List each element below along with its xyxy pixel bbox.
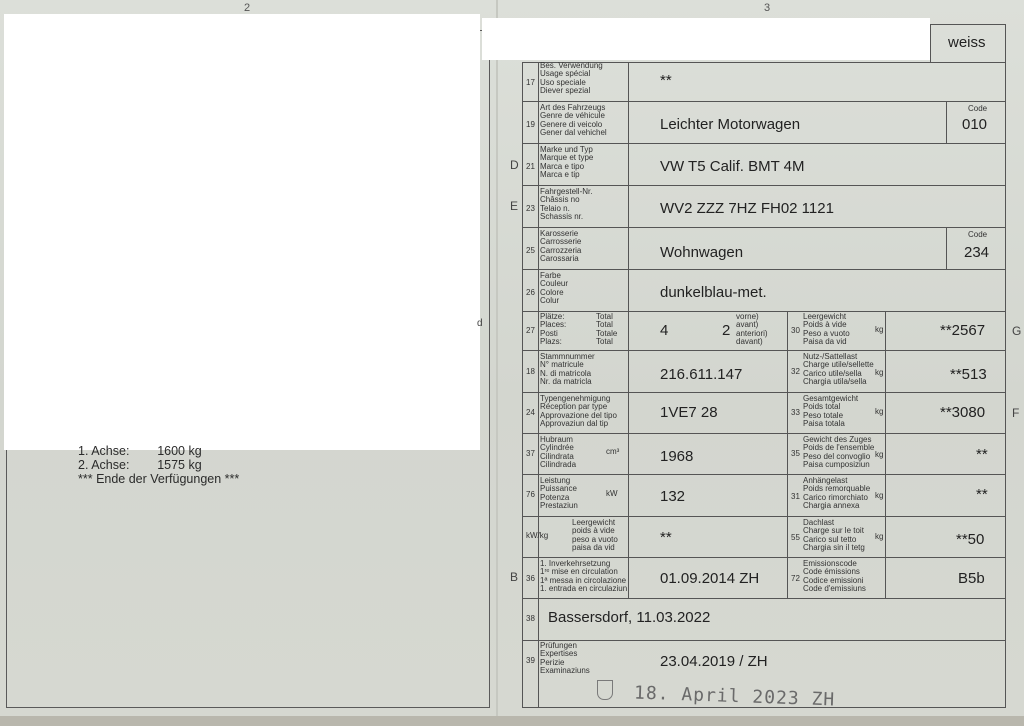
field-number: 38	[526, 614, 535, 623]
field-number: 39	[526, 656, 535, 665]
color-header: weiss	[948, 34, 986, 51]
unit-kg: kg	[875, 407, 884, 416]
side-letter-e: E	[510, 199, 519, 213]
total-weight-value: **3080	[940, 404, 986, 421]
field-23-label: Fahrgestell-Nr. Châssis no Telaio n. Schassis nr.	[540, 187, 593, 222]
field-78-label: Leergewicht poids à vide peso a vuoto paisa da vid	[572, 518, 618, 553]
field-number: 35	[791, 449, 800, 458]
unit-kg: kg	[875, 325, 884, 334]
seats-total-value: 4	[660, 322, 669, 339]
field-17-label: Bes. Verwendung Usage spécial Uso speciale Diever spezial	[540, 61, 603, 96]
place-date-value: Bassersdorf, 11.03.2022	[548, 609, 711, 626]
field-32-label: Nutz-/Sattellast Charge utile/sellette Carico utile/sella Chargia utila/sella	[803, 352, 874, 387]
field-25-label: Karosserie Carrosserie Carrozzeria Carossaria	[540, 229, 582, 264]
vehicle-type-value: Leichter Motorwagen	[660, 116, 801, 133]
side-letter-g: G	[1012, 324, 1022, 338]
side-letter-b: B	[510, 570, 519, 584]
payload-value: **513	[950, 366, 987, 383]
unit-kg: kg	[875, 491, 884, 500]
color-value: dunkelblau-met.	[660, 284, 767, 301]
inspection-stamp: 18. April 2023 ZH	[633, 682, 836, 711]
table-surface	[0, 716, 1024, 726]
field-number: 23	[526, 204, 535, 213]
train-weight-value: **	[976, 446, 988, 463]
inspection-value: 23.04.2019 / ZH	[660, 653, 768, 670]
roof-load-value: **50	[956, 531, 985, 548]
field-number: 36	[526, 574, 535, 583]
field-31-label: Anhängelast Poids remorquable Carico rimorchiato Chargia annexa	[803, 476, 871, 511]
unit-kw: kW	[606, 489, 618, 498]
field-27-front-label: vorne) avant) anteriori) davant)	[736, 312, 768, 347]
canton-crest-icon	[597, 680, 613, 700]
field-27-total-label: Total Total Totale Total	[596, 312, 618, 347]
field-39-label: Prüfungen Expertises Perizie Examinaziuns	[540, 641, 590, 676]
field-21-label: Marke und Typ Marque et type Marca e tipo Marca e tip	[540, 145, 594, 180]
redaction-block-right	[482, 18, 930, 60]
field-number: 18	[526, 367, 535, 376]
field-17-value: **	[660, 72, 672, 89]
field-number: 24	[526, 408, 535, 417]
field-27-label: Plätze: Places: Posti Plazs:	[540, 312, 567, 347]
unit-cm3: cm³	[606, 447, 620, 456]
axle-1-note: 1. Achse: 1600 kg	[78, 444, 202, 458]
chassis-number-value: WV2 ZZZ 7HZ FH02 1121	[660, 200, 834, 217]
redaction-block-left	[4, 14, 480, 450]
axle-2-note: 2. Achse: 1575 kg	[78, 458, 202, 472]
field-35-label: Gewicht des Zuges Poids de l'ensemble Peso del convoglio Paisa cumposiziun	[803, 435, 875, 470]
type-approval-value: 1VE7 28	[660, 404, 718, 421]
page-number-left: 2	[244, 2, 251, 14]
field-72-label: Emissionscode Code émissions Codice emissioni Code d'emissiuns	[803, 559, 866, 594]
power-value: 132	[660, 488, 686, 505]
side-letter-d: D	[510, 158, 519, 172]
left-side-letter: d	[477, 318, 483, 329]
field-number: 72	[791, 574, 800, 583]
field-76-label: Leistung Puissance Potenza Prestaziun	[540, 476, 578, 511]
unit-kg: kg	[875, 450, 884, 459]
field-number: 25	[526, 246, 535, 255]
field-26-label: Farbe Couleur Colore Colur	[540, 271, 569, 306]
field-78-unit: kW/kg	[526, 531, 549, 540]
field-30-label: Leergewicht Poids à vide Peso a vuoto Paisa da vid	[803, 312, 850, 347]
field-number: 31	[791, 492, 800, 501]
trailer-load-value: **	[976, 486, 988, 503]
master-number-value: 216.611.147	[660, 366, 743, 383]
body-type-value: Wohnwagen	[660, 244, 744, 261]
displacement-value: 1968	[660, 448, 694, 465]
code-label: Code	[968, 230, 988, 239]
field-19-label: Art des Fahrzeugs Genre de véhicule Genere di veicolo Gener dal vehichel	[540, 103, 607, 138]
page-fold	[496, 0, 498, 716]
field-24-label: Typengenehmigung Réception par type Approvazione del tipo Approvaziun dal tip	[540, 394, 617, 429]
make-model-value: VW T5 Calif. BMT 4M	[660, 158, 805, 175]
emission-code-value: B5b	[958, 570, 985, 587]
field-number: 27	[526, 326, 535, 335]
field-number: 30	[791, 326, 800, 335]
field-number: 37	[526, 449, 535, 458]
field-number: 17	[526, 78, 535, 87]
seats-front-value: 2	[722, 322, 731, 339]
field-number: 19	[526, 120, 535, 129]
power-to-weight-value: **	[660, 529, 672, 546]
vehicle-type-code: 010	[962, 116, 988, 133]
field-36-label: 1. Inverkehrsetzung 1ʳᵉ mise en circulation 1ª messa in circolazione 1. entrada en circulaziun	[540, 559, 628, 594]
side-letter-f: F	[1012, 406, 1020, 420]
field-number: 26	[526, 288, 535, 297]
field-number: 55	[791, 533, 800, 542]
field-number: 76	[526, 490, 535, 499]
page-number-right: 3	[764, 2, 771, 14]
field-55-label: Dachlast Charge sur le toit Carico sul tetto Chargia sin il tetg	[803, 518, 865, 553]
field-33-label: Gesamtgewicht Poids total Peso totale Paisa totala	[803, 394, 859, 429]
empty-weight-value: **2567	[940, 322, 986, 339]
field-number: 32	[791, 367, 800, 376]
first-registration-value: 01.09.2014 ZH	[660, 570, 760, 587]
field-number: 33	[791, 408, 800, 417]
end-of-provisions-note: *** Ende der Verfügungen ***	[78, 472, 240, 486]
unit-kg: kg	[875, 532, 884, 541]
unit-kg: kg	[875, 368, 884, 377]
field-18-label: Stammnummer N° matricule N. di matricola Nr. da matricla	[540, 352, 595, 387]
body-type-code: 234	[964, 244, 990, 261]
field-number: 21	[526, 162, 535, 171]
code-label: Code	[968, 104, 988, 113]
field-37-label: Hubraum Cylindrée Cilindrata Cilindrada	[540, 435, 577, 470]
